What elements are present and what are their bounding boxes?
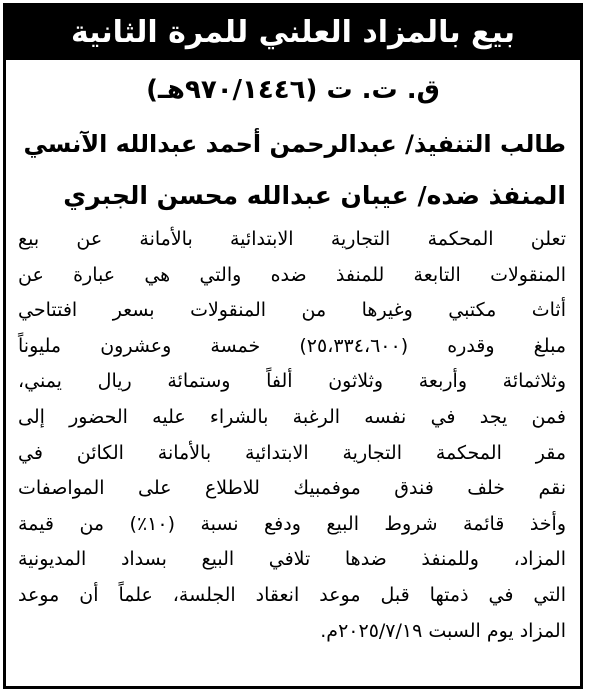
body-line: وأخذ قائمة شروط البيع ودفع نسبة (١٠٪) من قيمة (18, 512, 566, 535)
body-line: مقر المحكمة التجارية الابتدائية بالأمانة الكائن في (18, 441, 566, 464)
notice-headline: بيع بالمزاد العلني للمرة الثانية (70, 15, 516, 50)
body-line: أثاث مكتبي وغيرها من المنقولات بسعر افتتاحي (18, 299, 566, 322)
body-line: المزاد، وللمنفذ ضدها تلافي البيع بسداد المديونية (18, 548, 566, 571)
headline-banner (6, 6, 580, 60)
claimant-line: طالب التنفيذ/ عبدالرحمن أحمد عبدالله الآنسي (23, 130, 566, 158)
body-line: التي في ذمتها قبل موعد انعقاد الجلسة، علماً أن موعد (18, 583, 566, 606)
body-line: المنقولات التابعة للمنفذ ضده والتي هي عبارة عن (18, 263, 566, 286)
defendant-line: المنفذ ضده/ عيبان عبدالله محسن الجبري (63, 181, 566, 210)
body-line: تعلن المحكمة التجارية الابتدائية بالأمانة عن بيع (18, 228, 566, 250)
auction-notice (3, 3, 583, 689)
body-line: نقم خلف فندق موفمبيك للاطلاع على المواصفات (18, 477, 566, 500)
body-line: مبلغ وقدره (٢٥،٣٣٤،٦٠٠) خمسة وعشرون مليوناً (18, 334, 566, 357)
notice-body (18, 222, 566, 649)
body-line-final: المزاد يوم السبت ٢٠٢٥/٧/١٩م. (320, 619, 566, 642)
body-line: وثلاثمائة وأربعة وثلاثون ألفاً وستمائة ريال يمني، (18, 370, 566, 393)
case-number: ق. ت. ت (٩٧٠/١٤٤٦هـ) (146, 75, 440, 105)
body-line: فمن يجد في نفسه الرغبة بالشراء عليه الحضور إلى (18, 405, 566, 428)
